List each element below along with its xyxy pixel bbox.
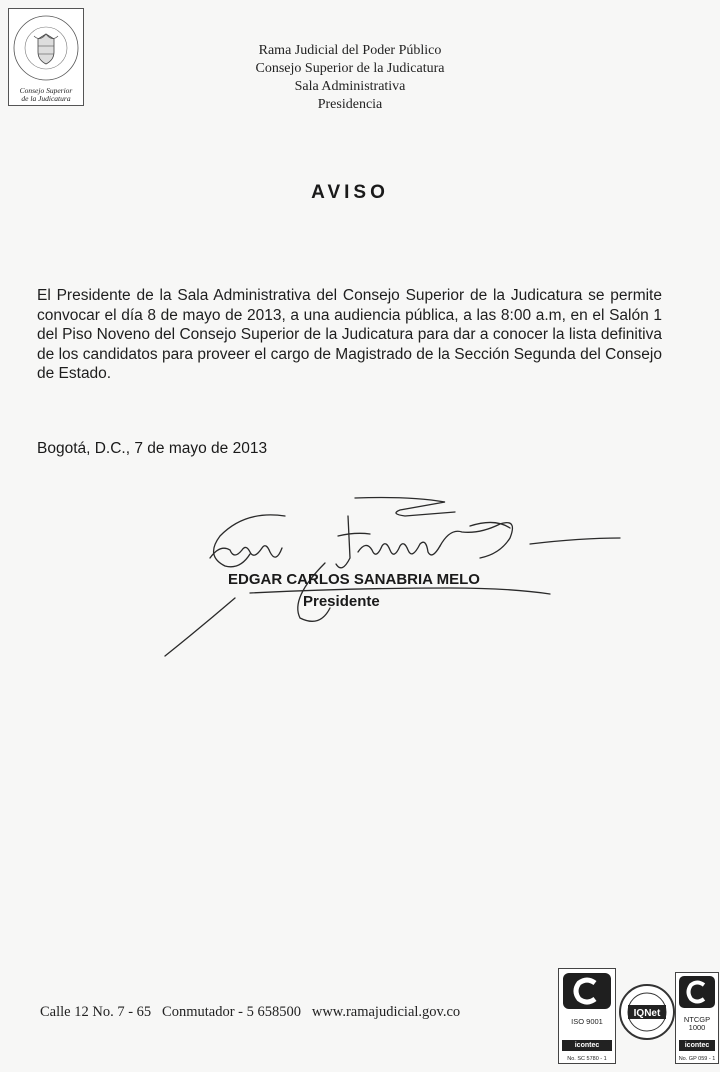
iso-9001-cert-logo [558,968,616,1064]
icontec-c-icon [676,973,718,1011]
document-title: AVISO [311,182,389,203]
iso-cert-number: No. SC 5780 - 1 [567,1056,607,1062]
ntcgp-label-line1: NTCGP [683,1015,711,1024]
ntcgp-cert-number: No. GP 059 - 1 [678,1056,716,1062]
letterhead-line2: Consejo Superior de la Judicatura [255,61,445,76]
iqnet-cert-logo [618,978,676,1053]
iso-label: ISO 9001 [571,1017,603,1026]
iqnet-label: IQNet [633,1008,661,1019]
footer-address: Calle 12 No. 7 - 65 Conmutador - 5 658500 www.ramajudicial.gov.co [40,1004,461,1020]
court-seal-logo [8,8,84,106]
letterhead-line4: Presidencia [317,97,383,112]
seal-caption-line1: Consejo Superior [19,86,73,95]
ntcgp-cert-logo [675,972,719,1064]
letterhead [200,42,500,114]
signer-name: EDGAR CARLOS SANABRIA MELO [228,571,480,588]
signer-role: Presidente [303,593,380,610]
letterhead-line1: Rama Judicial del Poder Público [258,43,442,58]
letterhead-line3: Sala Administrativa [294,79,406,94]
notice-body: El Presidente de la Sala Administrativa del Consejo Superior de la Judicatura se permite convocar el día 8 de mayo de 2013, a una audiencia pública, a las 8:00 a.m, en el Salón 1 del Piso Noveno del Consejo Superior de la Judicatura para dar a conocer la lista definitiva de los candidatos para proveer el cargo de Magistrado de la Sección Segunda del Consejo de Estado. [37,287,662,382]
icontec-brand: icontec [679,1040,715,1051]
date-line: Bogotá, D.C., 7 de mayo de 2013 [37,440,268,457]
seal-caption [9,87,83,103]
seal-emblem-icon [12,12,80,86]
icontec-brand: icontec [562,1040,612,1051]
ntcgp-label-line2: 1000 [688,1023,706,1032]
seal-caption-line2: de la Judicatura [21,94,71,103]
icontec-c-icon [559,969,615,1013]
iqnet-seal-icon [618,978,676,1048]
